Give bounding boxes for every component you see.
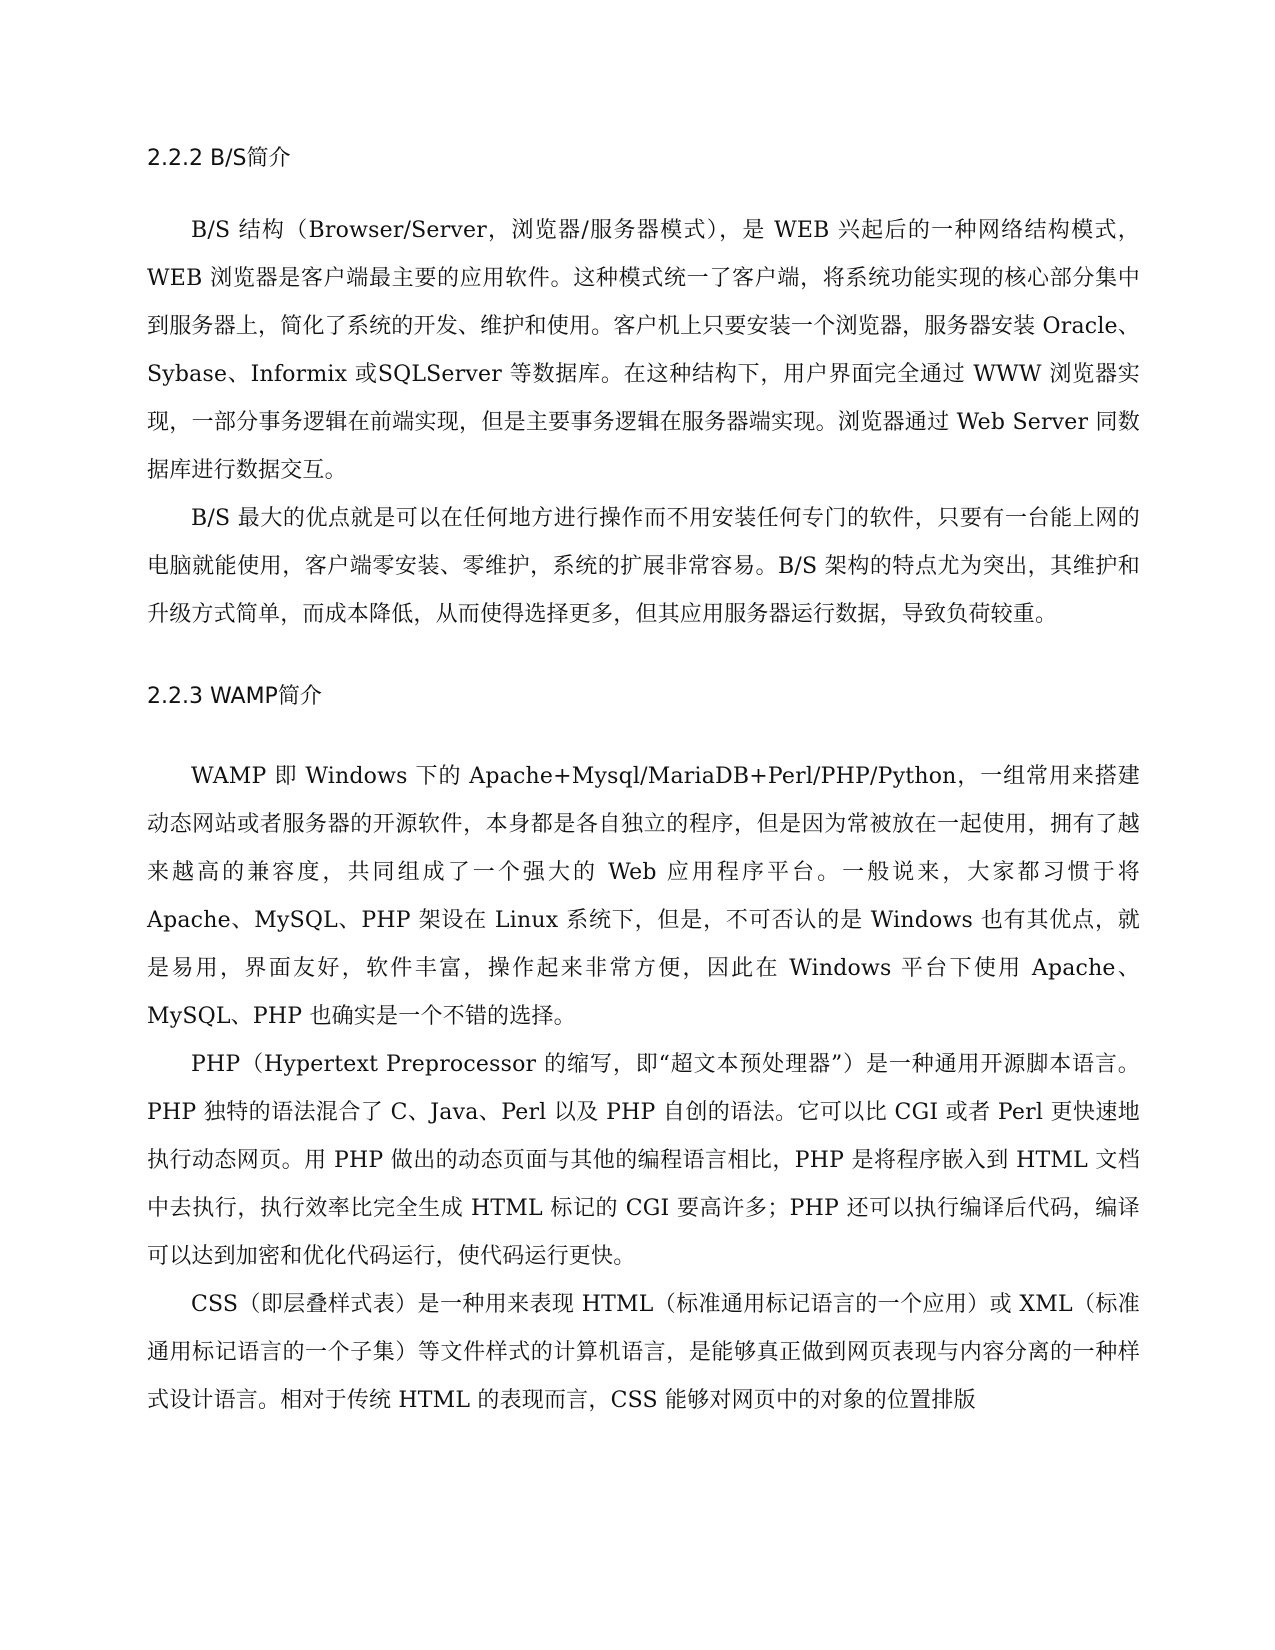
paragraph-php: PHP（Hypertext Preprocessor 的缩写，即“超文本预处理器”）是一种通用开源脚本语言。PHP 独特的语法混合了 C、Java、Perl 以及 PHP 自创的语法。它可以比 CGI 或者 Perl 更快速地执行动态网页。用 PHP 做出的动态页面与其他的编程语言相比，PHP 是将程序嵌入到 HTML 文档中去执行，执行效率比完全生成 HTML 标记的 CGI 要高许多；PHP 还可以执行编译后代码，编译可以达到加密和优化代码运行，使代码运行更快。 — [147, 1052, 1140, 1269]
paragraph-bs-intro: B/S 结构（Browser/Server，浏览器/服务器模式），是 WEB 兴起后的一种网络结构模式，WEB 浏览器是客户端最主要的应用软件。这种模式统一了客户端，将系统功能实现的核心部分集中到服务器上，简化了系统的开发、维护和使用。客户机上只要安装一个浏览器，服务器安装 Oracle、Sybase、Informix 或SQLServer 等数据库。在这种结构下，用户界面完全通过 WWW 浏览器实现，一部分事务逻辑在前端实现，但是主要事务逻辑在服务器端实现。浏览器通过 Web Server 同数据库进行数据交互。 — [147, 218, 1140, 483]
paragraph-wamp-intro: WAMP 即 Windows 下的 Apache+Mysql/MariaDB+Perl/PHP/Python，一组常用来搭建动态网站或者服务器的开源软件，本身都是各自独立的程序，但是因为常被放在一起使用，拥有了越来越高的兼容度，共同组成了一个强大的 Web 应用程序平台。一般说来，大家都习惯于将 Apache、MySQL、PHP 架设在 Linux 系统下，但是，不可否认的是 Windows 也有其优点，就是易用，界面友好，软件丰富，操作起来非常方便，因此在 Windows 平台下使用 Apache、MySQL、PHP 也确实是一个不错的选择。 — [147, 764, 1140, 1029]
page-content — [147, 143, 1140, 1425]
paragraph-bs-advantages: B/S 最大的优点就是可以在任何地方进行操作而不用安装任何专门的软件，只要有一台能上网的电脑就能使用，客户端零安装、零维护，系统的扩展非常容易。B/S 架构的特点尤为突出，其维护和升级方式简单，而成本降低，从而使得选择更多，但其应用服务器运行数据，导致负荷较重。 — [147, 506, 1140, 627]
paragraph-css: CSS（即层叠样式表）是一种用来表现 HTML（标准通用标记语言的一个应用）或 XML（标准通用标记语言的一个子集）等文件样式的计算机语言，是能够真正做到网页表现与内容分离的一种样式设计语言。相对于传统 HTML 的表现而言，CSS 能够对网页中的对象的位置排版 — [147, 1292, 1140, 1413]
section-heading-wamp: 2.2.3 WAMP简介 — [147, 684, 322, 709]
section-heading-bs: 2.2.2 B/S简介 — [147, 146, 291, 171]
